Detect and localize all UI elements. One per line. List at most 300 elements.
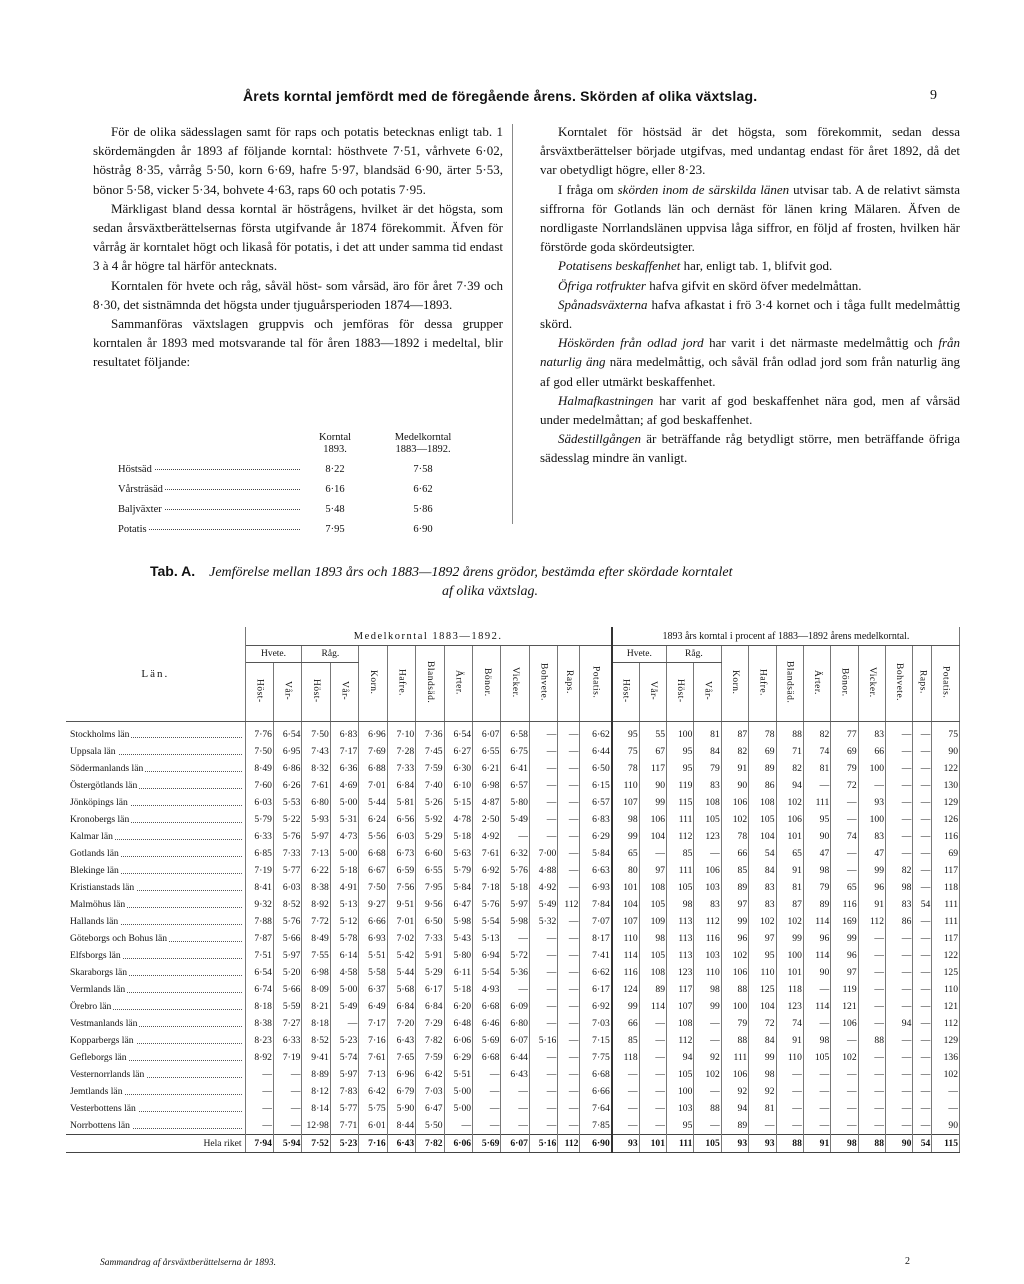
cell-medelkorntal: — (529, 947, 557, 964)
cell-procent: 111 (803, 794, 830, 811)
cell-procent: 55 (639, 722, 666, 744)
cell-procent: 116 (932, 828, 960, 845)
cell-medelkorntal: 7·02 (387, 930, 415, 947)
cell-procent: — (913, 947, 932, 964)
cell-medelkorntal: 4·73 (330, 828, 358, 845)
table-row (66, 1117, 960, 1135)
cell-procent: — (913, 862, 932, 879)
cell-medelkorntal: 8·14 (302, 1100, 330, 1117)
cell-procent: 129 (932, 794, 960, 811)
header-col: Bönor. (473, 646, 501, 722)
cell-procent: — (803, 1117, 830, 1135)
cell-medelkorntal: — (558, 828, 580, 845)
left-paragraph-1: För de olika sädesslagen samt för raps och potatis betecknas enligt tab. 1 skördemängden år 1893 af följande korntal: hösthvete 7·51, vårhvete 6·02, höstråg 8·35, vårråg 5·50, korn 6·69, hafre 5·97, blandsäd 6·90, ärter 5·53, bönor 5·58, vicker 5·34, bohvete 4·63, raps 60 och potatis 7·95. (93, 124, 503, 197)
cell-medelkorntal: 5·75 (359, 1100, 387, 1117)
table-row (66, 1083, 960, 1100)
cell-medelkorntal: — (245, 1100, 273, 1117)
cell-procent: — (831, 1066, 858, 1083)
cell-medelkorntal: — (558, 1049, 580, 1066)
cell-procent: 98 (831, 1135, 858, 1153)
header-col: Korn. (359, 646, 387, 722)
cell-medelkorntal: 6·63 (580, 862, 612, 879)
cell-procent: 117 (932, 862, 960, 879)
cell-procent: 94 (776, 777, 803, 794)
cell-procent: 94 (667, 1049, 694, 1066)
cell-medelkorntal: — (529, 981, 557, 998)
column-divider (512, 124, 513, 524)
cell-procent: 113 (667, 947, 694, 964)
cell-procent: — (803, 1083, 830, 1100)
cell-procent: 110 (694, 964, 721, 981)
cell-medelkorntal: 6·03 (273, 879, 301, 896)
cell-procent: 54 (913, 896, 932, 913)
cell-medelkorntal: 6·84 (387, 998, 415, 1015)
cell-procent: 102 (694, 1066, 721, 1083)
cell-procent: — (913, 794, 932, 811)
header-hvete-b: Hvete. (612, 646, 667, 663)
cell-medelkorntal: — (529, 964, 557, 981)
cell-procent: 74 (803, 743, 830, 760)
cell-medelkorntal: 112 (558, 896, 580, 913)
summary-row (118, 464, 478, 484)
table-a-caption: Jemförelse mellan 1893 års och 1883—1892 årens grödor, bestämda efter skördade korntalet (209, 565, 733, 580)
cell-procent: 106 (694, 862, 721, 879)
cell-procent: — (858, 998, 885, 1015)
header-col: Potatis. (580, 646, 612, 722)
cell-procent: 85 (612, 1032, 639, 1049)
cell-procent: — (886, 930, 913, 947)
cell-procent: 78 (749, 722, 776, 744)
cell-procent: 92 (749, 1083, 776, 1100)
cell-medelkorntal: 6·43 (501, 1066, 529, 1083)
cell-procent: — (886, 794, 913, 811)
cell-medelkorntal: 5·76 (473, 896, 501, 913)
cell-medelkorntal: 7·87 (245, 930, 273, 947)
cell-medelkorntal: 6·26 (273, 777, 301, 794)
cell-procent: 102 (721, 811, 748, 828)
cell-medelkorntal: 6·50 (416, 913, 444, 930)
cell-medelkorntal: 7·16 (359, 1135, 387, 1153)
page-title: Årets korntal jemfördt med de föregående årens. Skörden af olika växtslag. (243, 88, 758, 104)
cell-procent: 96 (858, 879, 885, 896)
cell-medelkorntal: 5·76 (501, 862, 529, 879)
cell-procent: 106 (721, 1066, 748, 1083)
cell-medelkorntal: 5·29 (416, 828, 444, 845)
header-col: Hafre. (387, 646, 415, 722)
cell-medelkorntal: — (529, 1066, 557, 1083)
cell-procent: — (913, 981, 932, 998)
cell-medelkorntal: — (558, 1083, 580, 1100)
cell-procent: 123 (776, 998, 803, 1015)
cell-medelkorntal: 6·27 (444, 743, 472, 760)
cell-medelkorntal: 5·43 (444, 930, 472, 947)
summary-header (118, 432, 478, 464)
cell-procent: 116 (831, 896, 858, 913)
cell-procent: 85 (667, 845, 694, 862)
cell-medelkorntal: 5·53 (273, 794, 301, 811)
cell-procent: 79 (831, 760, 858, 777)
cell-medelkorntal: 6·59 (387, 862, 415, 879)
cell-procent: — (913, 998, 932, 1015)
right-paragraph-6: Höskörden från odlad jord har varit i det närmaste medelmåttig och från naturlig äng nära medelmåttig, och såväl från odlad jord som från naturlig äng af god eller utmärkt beskaffenhet. (540, 335, 960, 389)
header-col: Raps. (558, 646, 580, 722)
cell-procent: 105 (667, 879, 694, 896)
cell-procent: — (803, 981, 830, 998)
summary-row-value-mean: 5·86 (413, 504, 433, 515)
cell-procent: 83 (858, 828, 885, 845)
cell-medelkorntal: — (529, 811, 557, 828)
cell-procent: 78 (612, 760, 639, 777)
summary-col2-header: Medelkorntal 1883—1892. (394, 432, 452, 455)
cell-medelkorntal: 7·84 (580, 896, 612, 913)
cell-procent: 110 (932, 981, 960, 998)
cell-procent: 123 (694, 828, 721, 845)
row-county-name: Hela riket (66, 1135, 245, 1153)
header-col: Vicker. (501, 646, 529, 722)
cell-procent: 114 (803, 913, 830, 930)
cell-medelkorntal: 6·54 (444, 722, 472, 744)
cell-medelkorntal: — (529, 1049, 557, 1066)
table-a-body (66, 722, 960, 1153)
cell-medelkorntal: — (558, 743, 580, 760)
cell-medelkorntal: 5·98 (501, 913, 529, 930)
cell-medelkorntal: — (273, 1117, 301, 1135)
table-row (66, 760, 960, 777)
cell-medelkorntal: 5·42 (387, 947, 415, 964)
cell-medelkorntal: 6·47 (444, 896, 472, 913)
cell-procent: 111 (932, 913, 960, 930)
cell-medelkorntal: 6·57 (580, 794, 612, 811)
left-paragraph-2: Märkligast bland dessa korntal är höstrågens, hvilket är det högsta, som sedan årsväxtberättelsernas första utgifvande år 1874 förekommit. Äfven för vårråg är korntalet högt och likaså för potatis, i det att under samma tid endast 3 à 4 år högre tal härför antecknats. (93, 200, 503, 274)
cell-medelkorntal: 5·84 (444, 879, 472, 896)
cell-medelkorntal: 5·69 (473, 1135, 501, 1153)
cell-medelkorntal: 6·58 (501, 722, 529, 744)
cell-medelkorntal: — (558, 845, 580, 862)
cell-medelkorntal: 6·36 (330, 760, 358, 777)
cell-medelkorntal: 9·56 (416, 896, 444, 913)
cell-procent: 129 (932, 1032, 960, 1049)
cell-procent: — (639, 1066, 666, 1083)
cell-medelkorntal: 6·37 (359, 981, 387, 998)
cell-procent: 101 (776, 964, 803, 981)
cell-procent: 66 (612, 1015, 639, 1032)
row-county-name: Skaraborgs län (66, 964, 245, 981)
cell-medelkorntal: 6·42 (359, 1083, 387, 1100)
footnote: Sammandrag af årsväxtberättelserna år 1893. (100, 1258, 277, 1268)
cell-medelkorntal: 5·13 (330, 896, 358, 913)
row-county-name: Södermanlands län (66, 760, 245, 777)
cell-medelkorntal: 4·87 (473, 794, 501, 811)
summary-row-label: Höstsäd (118, 464, 308, 475)
header-col: Blandsäd. (776, 646, 803, 722)
cell-medelkorntal: 5·56 (359, 828, 387, 845)
cell-medelkorntal: 4·92 (529, 879, 557, 896)
table-row (66, 1015, 960, 1032)
cell-procent: 75 (932, 722, 960, 744)
cell-procent: 93 (612, 1135, 639, 1153)
cell-procent: 95 (803, 811, 830, 828)
cell-medelkorntal: 6·20 (444, 998, 472, 1015)
table-a-label: Tab. A. (150, 563, 196, 579)
cell-procent: — (886, 947, 913, 964)
cell-medelkorntal: 7·50 (359, 879, 387, 896)
cell-procent: 104 (749, 998, 776, 1015)
cell-medelkorntal: 2·50 (473, 811, 501, 828)
cell-procent: — (913, 760, 932, 777)
row-county-name: Hallands län (66, 913, 245, 930)
cell-medelkorntal: — (558, 1066, 580, 1083)
cell-medelkorntal: — (473, 1117, 501, 1135)
right-paragraph-3: Potatisens beskaffenhet har, enligt tab. 1, blifvit god. (558, 258, 833, 274)
cell-medelkorntal: 6·48 (444, 1015, 472, 1032)
cell-procent: — (612, 1066, 639, 1083)
cell-medelkorntal: 5·97 (501, 896, 529, 913)
cell-procent: 102 (776, 913, 803, 930)
cell-medelkorntal: 5·76 (273, 828, 301, 845)
cell-procent: — (886, 811, 913, 828)
cell-medelkorntal: 7·72 (302, 913, 330, 930)
cell-medelkorntal: 5·54 (473, 964, 501, 981)
cell-procent: — (776, 1100, 803, 1117)
cell-procent: 118 (932, 879, 960, 896)
cell-procent: — (886, 981, 913, 998)
table-row (66, 1100, 960, 1117)
cell-medelkorntal: 4·88 (529, 862, 557, 879)
cell-medelkorntal: 7·88 (245, 913, 273, 930)
cell-procent: 69 (749, 743, 776, 760)
cell-procent: — (913, 845, 932, 862)
cell-medelkorntal: 6·32 (501, 845, 529, 862)
cell-medelkorntal: 7·75 (580, 1049, 612, 1066)
cell-procent: 74 (831, 828, 858, 845)
cell-medelkorntal: 5·00 (330, 794, 358, 811)
left-paragraph-3: Korntalen för hvete och råg, såväl höst- som vårsäd, äro för året 7·39 och 8·30, det sistnämnda det högsta under tjuguårsperioden 1874—1893. (93, 277, 503, 312)
cell-procent: 126 (932, 811, 960, 828)
cell-procent: 116 (612, 964, 639, 981)
cell-procent: 47 (858, 845, 885, 862)
table-row (66, 862, 960, 879)
cell-procent: 111 (667, 811, 694, 828)
cell-medelkorntal: 5·92 (416, 811, 444, 828)
cell-procent: 112 (667, 828, 694, 845)
left-column (93, 122, 503, 372)
cell-medelkorntal: 7·95 (416, 879, 444, 896)
cell-procent: 117 (639, 760, 666, 777)
cell-procent: 97 (831, 964, 858, 981)
cell-medelkorntal: 7·20 (387, 1015, 415, 1032)
cell-procent: 102 (776, 794, 803, 811)
cell-medelkorntal: 5·49 (529, 896, 557, 913)
cell-medelkorntal: 5·49 (330, 998, 358, 1015)
cell-medelkorntal: 8·92 (302, 896, 330, 913)
cell-procent: 81 (803, 760, 830, 777)
row-county-name: Östergötlands län (66, 777, 245, 794)
cell-medelkorntal: 7·07 (580, 913, 612, 930)
cell-procent: — (858, 981, 885, 998)
cell-procent: 95 (667, 1117, 694, 1135)
cell-procent: 104 (749, 828, 776, 845)
cell-procent: 82 (721, 743, 748, 760)
cell-medelkorntal: 7·55 (302, 947, 330, 964)
cell-procent: 119 (667, 777, 694, 794)
cell-medelkorntal: 6·07 (473, 722, 501, 744)
cell-procent: 87 (776, 896, 803, 913)
cell-procent: 78 (721, 828, 748, 845)
cell-medelkorntal: 5·68 (387, 981, 415, 998)
cell-medelkorntal: 8·44 (387, 1117, 415, 1135)
cell-medelkorntal: 7·33 (416, 930, 444, 947)
cell-medelkorntal: 7·33 (387, 760, 415, 777)
cell-medelkorntal: 7·51 (245, 947, 273, 964)
cell-medelkorntal: 5·23 (330, 1032, 358, 1049)
header-col: Korn. (721, 646, 748, 722)
header-rag-a: Råg. (302, 646, 359, 663)
summary-table (118, 432, 478, 544)
cell-medelkorntal: 5·31 (330, 811, 358, 828)
cell-procent: — (776, 1083, 803, 1100)
summary-row-value-mean: 6·62 (413, 484, 433, 495)
cell-procent: 112 (667, 1032, 694, 1049)
cell-procent: 94 (721, 1100, 748, 1117)
left-paragraph-4: Sammanföras växtslagen gruppvis och jemföras för dessa grupper korntalen år 1893 med motsvarande tal för åren 1883—1892 i medeltal, blir resultatet följande: (93, 316, 503, 370)
cell-medelkorntal: 5·16 (529, 1135, 557, 1153)
cell-medelkorntal: 5·16 (529, 1032, 557, 1049)
cell-medelkorntal: 7·85 (580, 1117, 612, 1135)
cell-medelkorntal: 6·46 (473, 1015, 501, 1032)
cell-medelkorntal: 6·66 (359, 913, 387, 930)
cell-procent: — (694, 1015, 721, 1032)
cell-procent: 100 (667, 1083, 694, 1100)
cell-medelkorntal: 5·18 (501, 879, 529, 896)
cell-medelkorntal: — (558, 811, 580, 828)
cell-medelkorntal: 6·54 (273, 722, 301, 744)
cell-procent: — (831, 794, 858, 811)
cell-medelkorntal: 5·54 (473, 913, 501, 930)
cell-procent: 93 (858, 794, 885, 811)
cell-procent: 105 (749, 811, 776, 828)
cell-procent: 95 (612, 722, 639, 744)
cell-procent: 90 (932, 743, 960, 760)
cell-procent: 69 (831, 743, 858, 760)
cell-procent: 113 (667, 930, 694, 947)
cell-procent: 84 (694, 743, 721, 760)
cell-procent: 88 (721, 981, 748, 998)
cell-medelkorntal: 5·15 (444, 794, 472, 811)
cell-procent: 115 (932, 1135, 960, 1153)
cell-procent: 99 (612, 828, 639, 845)
cell-procent: 99 (721, 913, 748, 930)
cell-procent: — (612, 1083, 639, 1100)
cell-medelkorntal: 7·27 (273, 1015, 301, 1032)
cell-procent: 110 (612, 777, 639, 794)
right-paragraph-1: Korntalet för höstsäd är det högsta, som förekommit, sedan dessa årsväxtberättelser började utgifvas, med undantag endast för året 1892, då det var obetydligt högre, eller 8·23. (540, 124, 960, 178)
table-row (66, 794, 960, 811)
cell-procent: 106 (776, 811, 803, 828)
cell-procent: 88 (776, 1135, 803, 1153)
cell-procent: 93 (749, 1135, 776, 1153)
cell-medelkorntal: 6·98 (473, 777, 501, 794)
cell-medelkorntal: 6·14 (330, 947, 358, 964)
cell-procent: 101 (639, 1135, 666, 1153)
cell-procent: 95 (667, 743, 694, 760)
cell-procent: 83 (749, 879, 776, 896)
header-col: Ärter. (803, 646, 830, 722)
cell-medelkorntal: — (529, 1117, 557, 1135)
row-county-name: Malmöhus län (66, 896, 245, 913)
cell-medelkorntal: — (558, 879, 580, 896)
cell-medelkorntal: 8·49 (302, 930, 330, 947)
cell-procent: 169 (831, 913, 858, 930)
cell-procent: — (831, 845, 858, 862)
cell-procent: 125 (932, 964, 960, 981)
summary-row-value-1893: 6·16 (325, 484, 345, 495)
cell-procent: 72 (749, 1015, 776, 1032)
cell-procent: 72 (831, 777, 858, 794)
cell-procent: 102 (721, 947, 748, 964)
cell-procent: — (831, 1100, 858, 1117)
row-county-name: Vesternorrlands län (66, 1066, 245, 1083)
cell-medelkorntal: 5·23 (330, 1135, 358, 1153)
cell-procent: — (913, 1049, 932, 1066)
cell-procent: 81 (749, 1100, 776, 1117)
cell-procent: — (886, 1100, 913, 1117)
row-county-name: Norrbottens län (66, 1117, 245, 1135)
cell-procent: 97 (749, 930, 776, 947)
table-row (66, 1066, 960, 1083)
cell-medelkorntal: 8·18 (302, 1015, 330, 1032)
cell-procent: 54 (913, 1135, 932, 1153)
cell-medelkorntal: 8·89 (302, 1066, 330, 1083)
cell-medelkorntal: 7·40 (416, 777, 444, 794)
cell-medelkorntal: — (529, 743, 557, 760)
cell-procent: 88 (694, 1100, 721, 1117)
cell-medelkorntal: 5·72 (501, 947, 529, 964)
cell-procent: 112 (858, 913, 885, 930)
cell-medelkorntal: 7·61 (473, 845, 501, 862)
cell-procent: 111 (667, 862, 694, 879)
cell-medelkorntal: 6·17 (580, 981, 612, 998)
cell-procent: 107 (612, 794, 639, 811)
cell-procent: — (831, 1032, 858, 1049)
header-col: Blandsäd. (416, 646, 444, 722)
cell-procent: 89 (639, 981, 666, 998)
header-hvete-a: Hvete. (245, 646, 302, 663)
cell-procent: 92 (721, 1083, 748, 1100)
cell-medelkorntal: 5·97 (273, 947, 301, 964)
cell-medelkorntal: — (273, 1066, 301, 1083)
cell-medelkorntal: 8·18 (245, 998, 273, 1015)
right-paragraph-4: Öfriga rotfrukter hafva gifvit en skörd öfver medelmåttan. (558, 277, 862, 293)
cell-procent: 90 (803, 828, 830, 845)
cell-medelkorntal: — (558, 947, 580, 964)
cell-medelkorntal: 5·51 (359, 947, 387, 964)
cell-procent: 66 (721, 845, 748, 862)
cell-procent: — (886, 964, 913, 981)
cell-procent: 77 (831, 722, 858, 744)
cell-medelkorntal: 6·22 (302, 862, 330, 879)
table-row (66, 947, 960, 964)
cell-medelkorntal: 7·56 (387, 879, 415, 896)
cell-medelkorntal: 7·28 (387, 743, 415, 760)
cell-procent: 101 (612, 879, 639, 896)
cell-procent: 122 (932, 760, 960, 777)
header-col: Bönor. (831, 646, 858, 722)
header-lan: Län. (66, 627, 245, 722)
cell-medelkorntal: 5·77 (273, 862, 301, 879)
cell-procent: — (858, 1117, 885, 1135)
cell-medelkorntal: — (529, 1083, 557, 1100)
row-county-name: Kalmar län (66, 828, 245, 845)
